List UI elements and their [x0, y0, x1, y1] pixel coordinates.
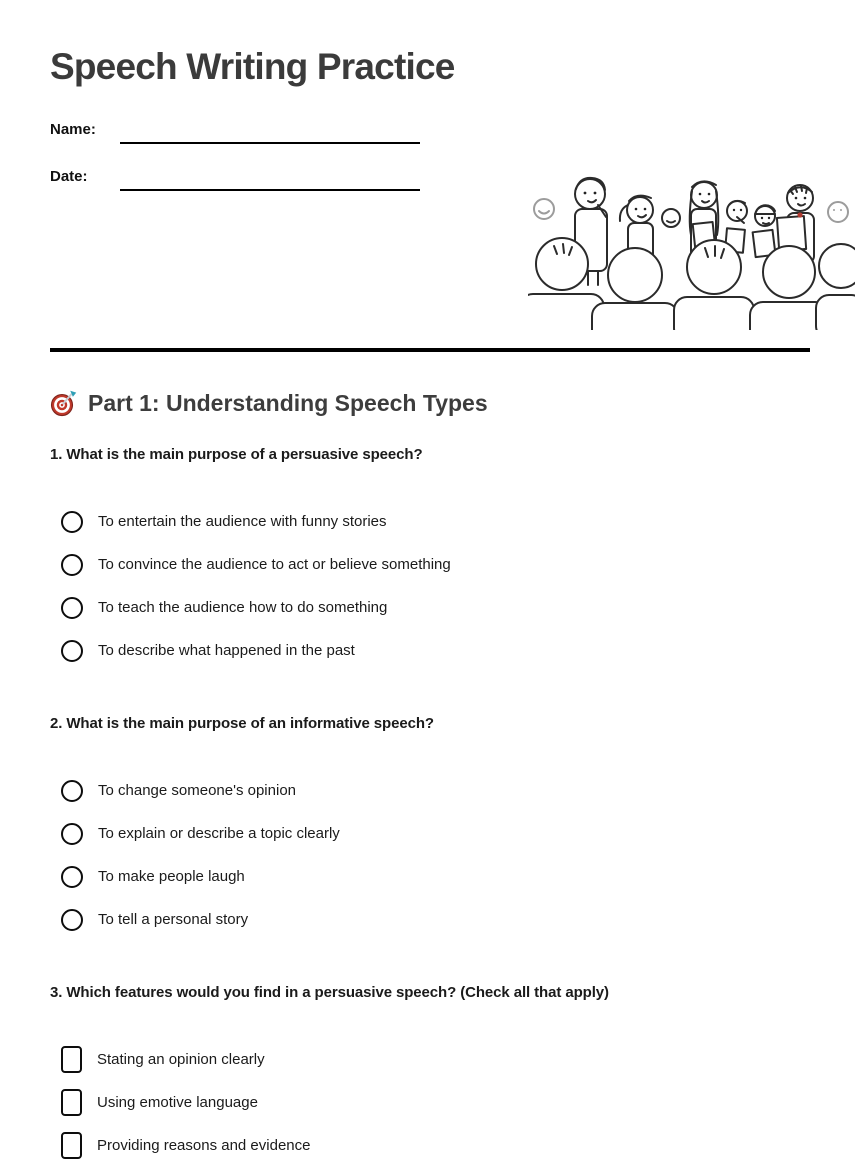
question-3-prompt: 3. Which features would you find in a persuasive speech? (Check all that apply) [50, 984, 609, 1001]
radio-option [50, 898, 810, 941]
children-audience-illustration [528, 163, 855, 330]
radio-button[interactable] [61, 823, 83, 845]
question-1 [50, 446, 810, 672]
radio-option [50, 769, 810, 812]
option-label: To entertain the audience with funny stories [98, 513, 387, 530]
date-label: Date: [50, 168, 88, 185]
option-label: To teach the audience how to do something [98, 599, 388, 616]
option-label: To explain or describe a topic clearly [98, 825, 340, 842]
name-field-row [50, 119, 420, 144]
radio-option [50, 629, 810, 672]
question-2-options [50, 769, 810, 941]
radio-button[interactable] [61, 780, 83, 802]
option-label: Stating an opinion clearly [97, 1051, 265, 1068]
name-label: Name: [50, 121, 96, 138]
checkbox-option [50, 1124, 810, 1161]
name-input-line[interactable] [120, 142, 420, 144]
option-label: To change someone's opinion [98, 782, 297, 799]
option-label: Providing reasons and evidence [97, 1137, 311, 1154]
radio-option [50, 543, 810, 586]
question-2 [50, 715, 810, 941]
section-divider [50, 348, 810, 352]
radio-button[interactable] [61, 597, 83, 619]
checkbox[interactable] [61, 1089, 82, 1116]
checkbox-option [50, 1038, 810, 1081]
radio-option [50, 812, 810, 855]
question-3-options [50, 1038, 810, 1161]
option-label: To convince the audience to act or believe something [98, 556, 451, 573]
radio-button[interactable] [61, 866, 83, 888]
date-input-line[interactable] [120, 189, 420, 191]
radio-button[interactable] [61, 511, 83, 533]
part1-heading [50, 388, 810, 418]
question-3 [50, 984, 810, 1161]
option-label: To describe what happened in the past [98, 642, 355, 659]
header-fields [50, 119, 420, 213]
option-label: To make people laugh [98, 868, 245, 885]
date-field-row [50, 166, 420, 191]
part1-section [50, 388, 810, 1161]
radio-button[interactable] [61, 640, 83, 662]
checkbox[interactable] [61, 1046, 82, 1073]
option-label: Using emotive language [97, 1094, 258, 1111]
radio-option [50, 586, 810, 629]
question-1-options [50, 500, 810, 672]
checkbox-option [50, 1081, 810, 1124]
option-label: To tell a personal story [98, 911, 249, 928]
question-1-prompt: 1. What is the main purpose of a persuasive speech? [50, 446, 423, 463]
radio-button[interactable] [61, 909, 83, 931]
radio-button[interactable] [61, 554, 83, 576]
radio-option [50, 855, 810, 898]
question-2-prompt: 2. What is the main purpose of an informative speech? [50, 715, 434, 732]
checkbox[interactable] [61, 1132, 82, 1159]
part1-heading-label: Part 1: Understanding Speech Types [88, 389, 488, 416]
radio-option [50, 500, 810, 543]
page-title: Speech Writing Practice [50, 46, 455, 87]
target-icon [50, 390, 77, 417]
